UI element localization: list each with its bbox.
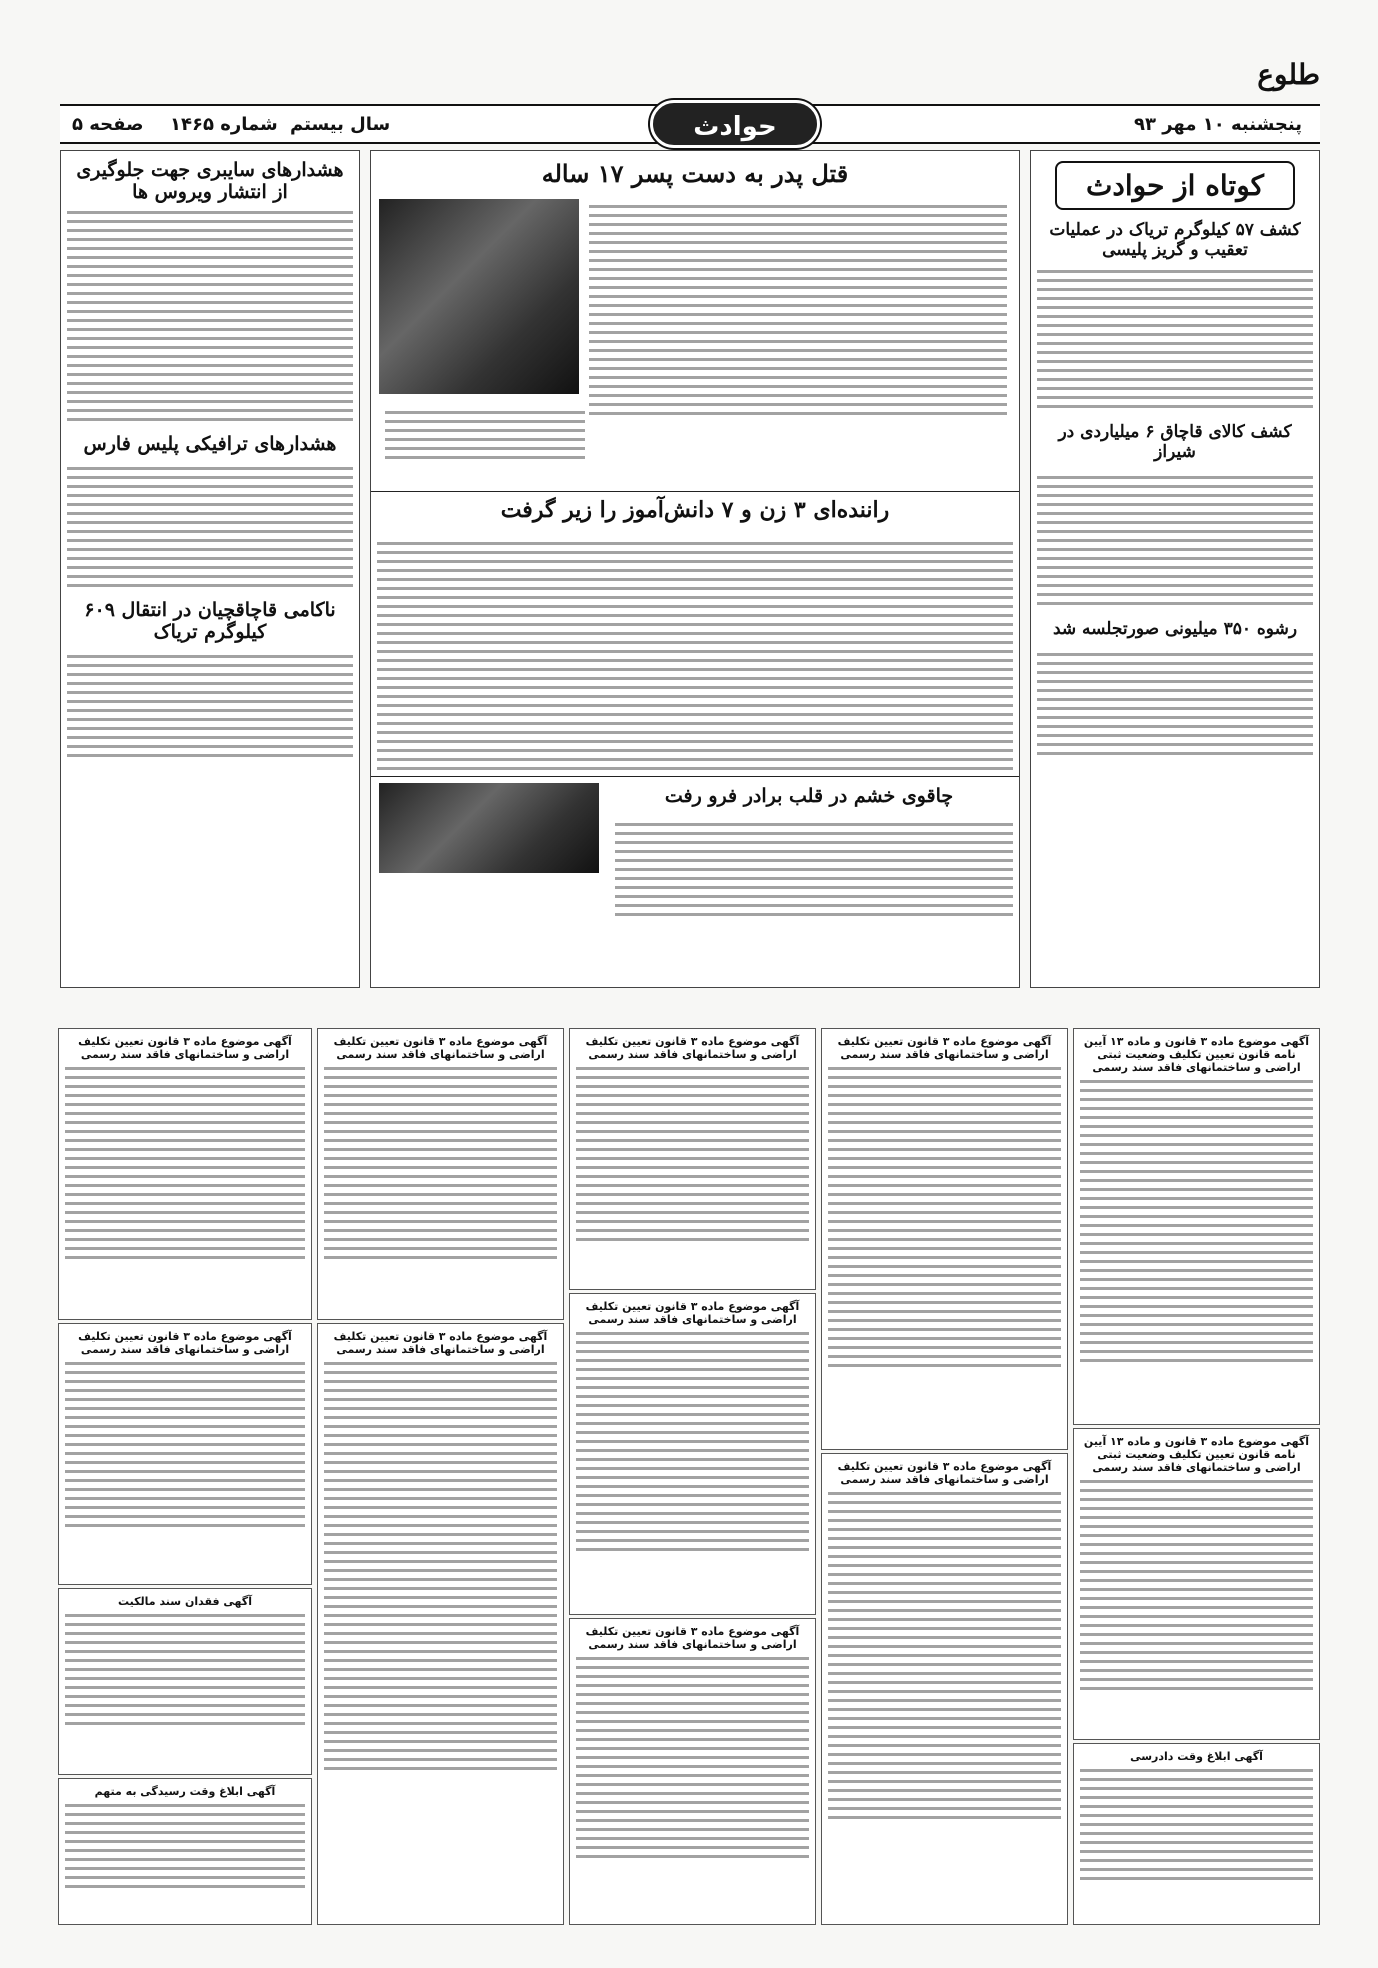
- news-body-bribe: [1037, 653, 1313, 755]
- notice-title: آگهی موضوع ماده ۳ قانون تعیین تکلیف اراضی و ساختمانهای فاقد سند رسمی: [585, 1625, 800, 1651]
- notice-lost-deed: [58, 1588, 312, 1775]
- short-news-column: [1030, 150, 1320, 988]
- issue-date: پنجشنبه ۱۰ مهر ۹۳: [1133, 114, 1302, 135]
- news-title-opium: کشف ۵۷ کیلوگرم تریاک در عملیات تعقیب و گریز پلیسی: [1049, 220, 1301, 260]
- notice-land-6: [569, 1293, 816, 1615]
- smuggler-failure-body: [67, 655, 353, 757]
- notice-land-10: [58, 1028, 312, 1320]
- traffic-warning-body: [67, 467, 353, 587]
- side-news-column: [60, 150, 360, 988]
- news-body-smuggling: [1037, 476, 1313, 605]
- notice-title: آگهی موضوع ماده ۳ قانون تعیین تکلیف اراضی و ساختمانهای فاقد سند رسمی: [585, 1035, 800, 1061]
- issue-number: شماره ۱۴۶۵: [170, 114, 278, 135]
- notice-title: آگهی موضوع ماده ۳ قانون تعیین تکلیف اراضی و ساختمانهای فاقد سند رسمی: [78, 1035, 292, 1061]
- lead-article-photo: [379, 199, 579, 394]
- notice-land-7: [569, 1618, 816, 1925]
- page-header: [60, 58, 1320, 144]
- news-body-opium: [1037, 270, 1313, 408]
- cyber-warning-body: [67, 211, 353, 421]
- notice-title: آگهی موضوع ماده ۳ قانون تعیین تکلیف اراضی و ساختمانهای فاقد سند رسمی: [837, 1460, 1052, 1486]
- notice-title: آگهی ابلاغ وقت رسیدگی به متهم: [94, 1785, 276, 1798]
- third-article-photo: [379, 783, 599, 873]
- lead-article-body: [583, 199, 1013, 421]
- page-number: صفحه ۵: [72, 114, 144, 135]
- notice-title: آگهی موضوع ماده ۳ قانون تعیین تکلیف اراضی و ساختمانهای فاقد سند رسمی: [78, 1330, 292, 1356]
- notice-title: آگهی موضوع ماده ۳ قانون تعیین تکلیف اراضی و ساختمانهای فاقد سند رسمی: [585, 1300, 800, 1326]
- lead-headline: قتل پدر به دست پسر ۱۷ ساله: [541, 159, 849, 188]
- notice-title: آگهی موضوع ماده ۳ قانون و ماده ۱۳ آیین نامه قانون تعیین تکلیف وضعیت ثبتی اراضی و ساختمانهای فاقد سند رسمی: [1083, 1435, 1310, 1474]
- notice-land-3: [821, 1028, 1068, 1450]
- section-title: حوادث: [650, 100, 820, 148]
- legal-notices-section: [60, 1028, 1320, 1928]
- notice-title: آگهی موضوع ماده ۳ قانون تعیین تکلیف اراضی و ساختمانهای فاقد سند رسمی: [333, 1330, 548, 1356]
- short-news-box-title: کوتاه از حوادث: [1055, 161, 1295, 210]
- notice-land-11: [58, 1323, 312, 1585]
- notice-title: آگهی موضوع ماده ۳ قانون و ماده ۱۳ آیین نامه قانون تعیین تکلیف وضعیت ثبتی اراضی و ساختمانهای فاقد سند رسمی: [1083, 1035, 1310, 1074]
- third-headline: چاقوی خشم در قلب برادر فرو رفت: [664, 785, 954, 807]
- notice-land-5: [569, 1028, 816, 1290]
- notice-land-registration-2: [1073, 1428, 1320, 1740]
- volume-year: سال بیستم: [290, 114, 391, 135]
- third-article-body: [609, 817, 1019, 922]
- main-news-column: [370, 150, 1020, 988]
- traffic-warning-title: هشدارهای ترافیکی پلیس فارس: [83, 433, 337, 455]
- news-title-smuggling: کشف کالای قاچاق ۶ میلیاردی در شیراز: [1058, 422, 1292, 462]
- notice-title: آگهی موضوع ماده ۳ قانون تعیین تکلیف اراضی و ساختمانهای فاقد سند رسمی: [333, 1035, 548, 1061]
- cyber-warning-title: هشدارهای سایبری جهت جلوگیری از انتشار ویروس ها: [76, 159, 344, 203]
- notice-land-registration-1: [1073, 1028, 1320, 1425]
- notice-land-9: [317, 1323, 564, 1925]
- smuggler-failure-title: ناکامی قاچاقچیان در انتقال ۶۰۹ کیلوگرم تریاک: [84, 599, 336, 643]
- news-title-bribe: رشوه ۳۵۰ میلیونی صورتجلسه شد: [1052, 619, 1298, 639]
- notice-title: آگهی موضوع ماده ۳ قانون تعیین تکلیف اراضی و ساختمانهای فاقد سند رسمی: [837, 1035, 1052, 1061]
- lead-article-caption: [385, 405, 585, 465]
- notice-land-4: [821, 1453, 1068, 1925]
- notice-title: آگهی فقدان سند مالکیت: [118, 1595, 252, 1608]
- notice-court-summons: [1073, 1743, 1320, 1925]
- newspaper-logo: طلوع: [1257, 58, 1320, 91]
- second-article-body: [371, 536, 1019, 776]
- notice-land-8: [317, 1028, 564, 1320]
- second-headline: راننده‌ای ۳ زن و ۷ دانش‌آموز را زیر گرفت: [500, 497, 890, 523]
- notice-title: آگهی ابلاغ وقت دادرسی: [1130, 1750, 1263, 1763]
- notice-hearing-accused: [58, 1778, 312, 1925]
